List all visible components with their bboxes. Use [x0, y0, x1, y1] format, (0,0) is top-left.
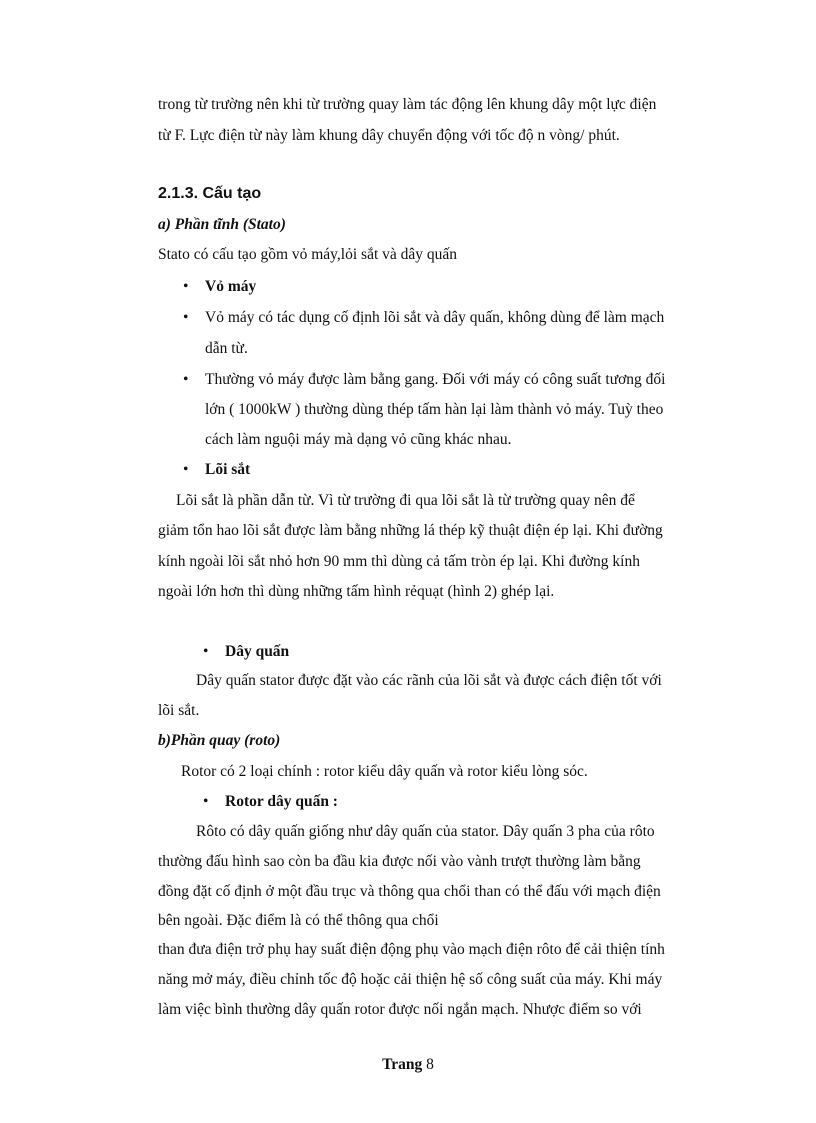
- vo-may-bullet-2-line-1: Thường vỏ máy được làm bằng gang. Đối với máy có công suất tương đối: [205, 371, 666, 388]
- part-a-heading: a) Phần tĩnh (Stato): [158, 216, 286, 233]
- bullet-dot: •: [183, 309, 189, 326]
- part-a-intro: Stato có cấu tạo gồm vỏ máy,lỏi sắt và dây quấn: [158, 246, 458, 263]
- page-number: 8: [426, 1056, 434, 1073]
- rotor-line-3: đồng đặt cố định ở một đầu trục và thông qua chổi than có thể đấu với mạch điện: [158, 883, 661, 900]
- part-b-heading: b)Phần quay (roto): [158, 732, 281, 749]
- vo-may-bullet-1-line-2: dẫn từ.: [205, 340, 248, 357]
- rotor-line-1: Rôto có dây quấn giống như dây quấn của stator. Dây quấn 3 pha của rôto: [196, 823, 655, 840]
- day-quan-line-2: lõi sắt.: [158, 702, 200, 719]
- bullet-dot: •: [203, 643, 209, 660]
- day-quan-label: Dây quấn: [225, 643, 290, 660]
- loi-sat-line-3: kính ngoài lõi sắt nhỏ hơn 90 mm thì dùng cả tấm tròn ép lại. Khi đường kính: [158, 553, 640, 570]
- vo-may-bullet-1-line-1: Vỏ máy có tác dụng cố định lõi sắt và dây quấn, không dùng để làm mạch: [205, 309, 665, 326]
- bullet-dot: •: [183, 278, 189, 295]
- rotor-line-5: than đưa điện trở phụ hay suất điện động phụ vào mạch điện rôto để cải thiện tính: [158, 941, 665, 958]
- vo-may-label: Vỏ máy: [205, 278, 257, 295]
- loi-sat-line-2: giảm tổn hao lõi sắt được làm bằng những lá thép kỹ thuật điện ép lại. Khi đường: [158, 522, 663, 539]
- loi-sat-label: Lõi sắt: [205, 461, 251, 478]
- page-footer: [0, 1056, 816, 1074]
- day-quan-line-1: Dây quấn stator được đặt vào các rãnh của lõi sắt và được cách điện tốt với: [196, 672, 662, 689]
- loi-sat-line-4: ngoài lớn hơn thì dùng những tấm hình rẻquạt (hình 2) ghép lại.: [158, 583, 555, 600]
- rotor-line-4: bên ngoài. Đặc điểm là có thể thông qua chổi: [158, 912, 439, 929]
- intro-line-1: trong từ trường nên khi từ trường quay làm tác động lên khung dây một lực điện: [158, 96, 657, 113]
- intro-line-2: từ F. Lực điện từ này làm khung dây chuyển động với tốc độ n vòng/ phút.: [158, 127, 620, 144]
- rotor-line-6: năng mở máy, điều chỉnh tốc độ hoặc cải thiện hệ số công suất của máy. Khi máy: [158, 971, 663, 988]
- bullet-dot: •: [203, 793, 209, 810]
- section-heading: 2.1.3. Cấu tạo: [158, 185, 262, 202]
- bullet-dot: •: [183, 371, 189, 388]
- part-b-intro: Rotor có 2 loại chính : rotor kiểu dây quấn và rotor kiểu lòng sóc.: [181, 763, 588, 780]
- vo-may-bullet-2-line-2: lớn ( 1000kW ) thường dùng thép tấm hàn lại làm thành vỏ máy. Tuỳ theo: [205, 401, 664, 418]
- rotor-day-quan-label: Rotor dây quấn :: [225, 793, 338, 810]
- vo-may-bullet-2-line-3: cách làm nguội máy mà dạng vỏ cũng khác nhau.: [205, 431, 512, 448]
- bullet-dot: •: [183, 461, 189, 478]
- loi-sat-line-1: Lõi sắt là phần dẫn từ. Vì từ trường đi qua lõi sắt là từ trường quay nên để: [176, 492, 635, 509]
- rotor-line-7: làm việc bình thường dây quấn rotor được nối ngắn mạch. Nhược điểm so với: [158, 1001, 642, 1018]
- page-label: Trang: [382, 1056, 423, 1073]
- rotor-line-2: thường đấu hình sao còn ba đầu kia được nối vào vành trượt thường làm bằng: [158, 853, 641, 870]
